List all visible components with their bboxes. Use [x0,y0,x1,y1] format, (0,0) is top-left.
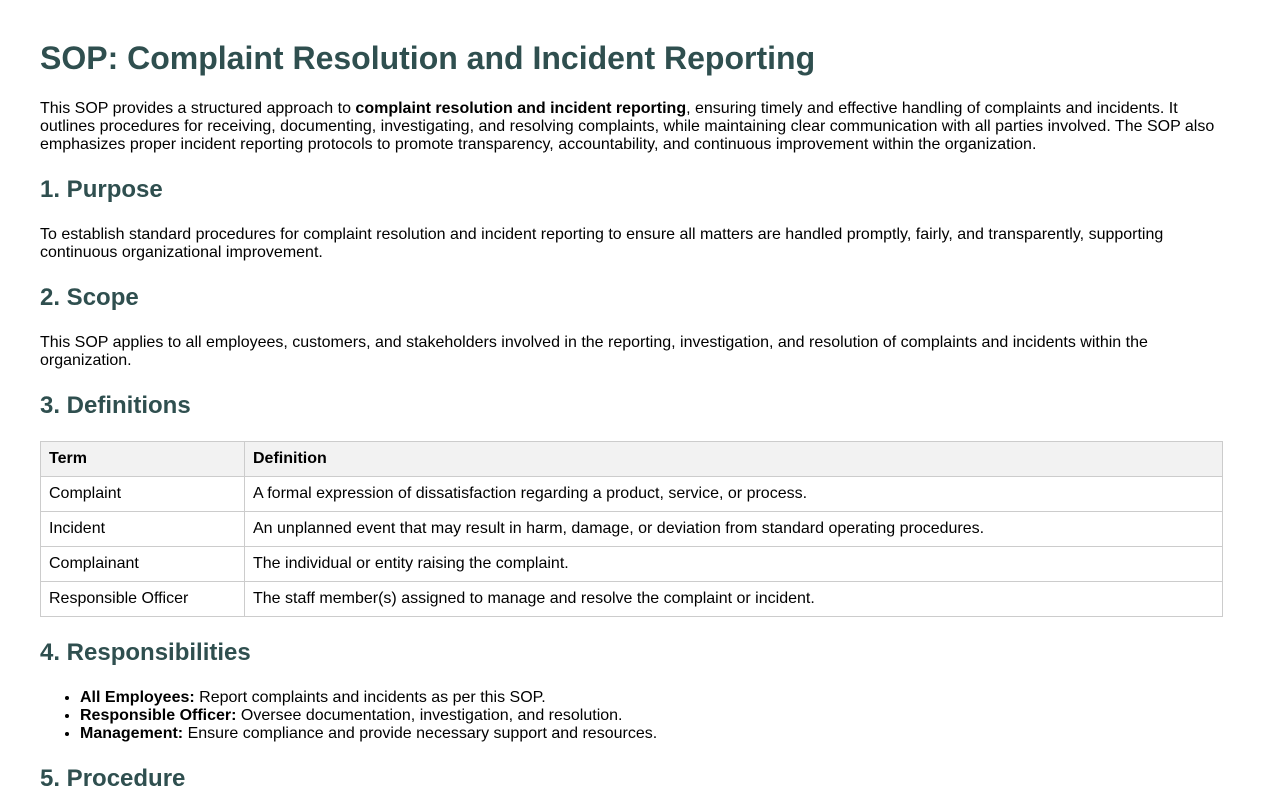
role-label: Responsible Officer: [80,707,237,724]
table-row [41,512,1223,547]
definitions-table [40,441,1223,617]
role-description: Ensure compliance and provide necessary support and resources. [183,725,658,742]
purpose-heading: 1. Purpose [40,176,163,203]
list-item [80,689,1223,707]
term-cell: Responsible Officer [41,582,245,617]
definition-cell: The staff member(s) assigned to manage and resolve the complaint or incident. [245,582,1223,617]
scope-text: This SOP applies to all employees, customers, and stakeholders involved in the reporting, investigation, and resolution of complaints and incidents within the organization. [40,334,1148,369]
intro-text-after: , ensuring timely and effective handling of complaints and incidents. It outlines procedures for receiving, documenting, investigating, and resolving complaints, while maintaining clear communication with all parties involved. The SOP also emphasizes proper incident reporting protocols to promote transparency, accountability, and continuous improvement within the organization. [40,100,1215,153]
responsibilities-heading: 4. Responsibilities [40,639,251,666]
column-header-term: Term [41,442,245,477]
table-row [41,582,1223,617]
role-label: All Employees: [80,689,195,706]
term-cell: Incident [41,512,245,547]
list-item [80,707,1223,725]
role-label: Management: [80,725,184,742]
responsibilities-list [40,689,1223,743]
table-row [41,547,1223,582]
table-header-row [41,442,1223,477]
page-title: SOP: Complaint Resolution and Incident Reporting [40,40,816,76]
definition-cell: An unplanned event that may result in harm, damage, or deviation from standard operating procedures. [245,512,1223,547]
term-cell: Complaint [41,477,245,512]
list-item [80,725,1223,743]
table-row [41,477,1223,512]
column-header-definition: Definition [245,442,1223,477]
definitions-heading: 3. Definitions [40,392,191,419]
intro-paragraph [40,100,1223,154]
role-description: Oversee documentation, investigation, and resolution. [236,707,623,724]
definition-cell: A formal expression of dissatisfaction regarding a product, service, or process. [245,477,1223,512]
scope-heading: 2. Scope [40,284,139,311]
purpose-text: To establish standard procedures for complaint resolution and incident reporting to ensure all matters are handled promptly, fairly, and transparently, supporting continuous organizational improvement. [40,226,1164,261]
procedure-heading: 5. Procedure [40,765,186,792]
role-description: Report complaints and incidents as per this SOP. [194,689,546,706]
definition-cell: The individual or entity raising the complaint. [245,547,1223,582]
intro-text-bold: complaint resolution and incident reporting [355,100,687,117]
term-cell: Complainant [41,547,245,582]
intro-text-before: This SOP provides a structured approach to [40,100,356,117]
